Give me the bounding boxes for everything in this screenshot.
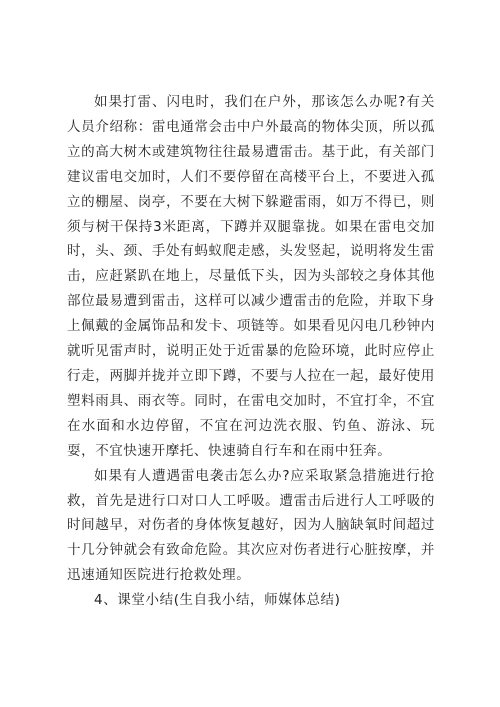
paragraph-lightning-outdoors: 如果打雷、闪电时，我们在户外，那该怎么办呢?有关人员介绍称：雷电通常会击中户外最高的物体尖顶，所以孤立的高大树木或建筑物往往最易遭雷击。基于此，有关部门建议雷电交加时，人们不要停留在高楼平台上，不要进入孤立的棚屋、岗亭，不要在大树下躲避雷雨，如万不得已，则须与树干保持3米距离，下蹲并双腿靠拢。如果在雷电交加时，头、颈、手处有蚂蚁爬走感，头发竖起，说明将发生雷击，应赶紧趴在地上，尽量低下头，因为头部较之身体其他部位最易遭到雷击，这样可以减少遭雷击的危险，并取下身上佩戴的金属饰品和发卡、项链等。如果看见闪电几秒钟内就听见雷声时，说明正处于近雷暴的危险环境，此时应停止行走，两脚并拢并立即下蹲，不要与人拉在一起，最好使用塑料雨具、雨衣等。同时，在雷电交加时，不宜打伞，不宜在水面和水边停留，不宜在河边洗衣服、钓鱼、游泳、玩耍，不宜快速开摩托、快速骑自行车和在雨中狂奔。 xyxy=(67,94,435,459)
paragraph-first-aid: 如果有人遭遇雷电袭击怎么办?应采取紧急措施进行抢救，首先是进行口对口人工呼吸。遭雷击后进行人工呼吸的时间越早，对伤者的身体恢复越好，因为人脑缺氧时间超过十几分钟就会有致命危险。其次应对伤者进行心脏按摩，并迅速通知医院进行抢救处理。 xyxy=(67,467,435,584)
document-body xyxy=(67,90,435,613)
section-heading-summary: 4、课堂小结(生自我小结，师媒体总结) xyxy=(94,592,341,609)
